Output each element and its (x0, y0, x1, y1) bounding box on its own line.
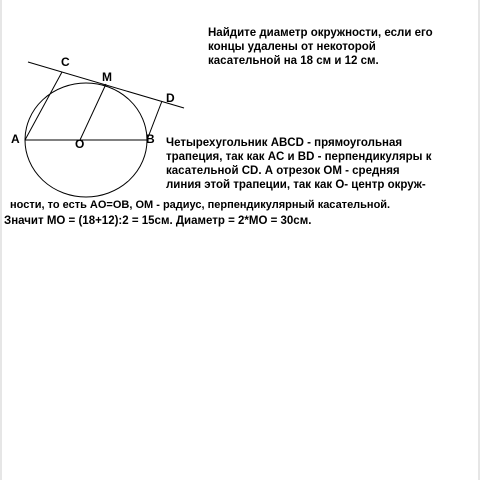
segment-om (80, 84, 106, 140)
segment-ac (25, 72, 62, 140)
point-label-d: D (166, 91, 175, 105)
solution-line-6: Значит MO = (18+12):2 = 15см. Диаметр = 2*MO = 30см. (4, 215, 312, 227)
solution-line-5: ности, то есть AO=OB, OM - радиус, перпендикулярный касательной. (10, 199, 391, 211)
problem-line-1: Найдите диаметр окружности, если его (208, 27, 433, 39)
point-label-o: O (75, 137, 85, 151)
solution-line-3: касательной CD. А отрезок OM - средняя (166, 165, 400, 177)
point-label-m: M (102, 70, 112, 84)
point-label-a: A (11, 132, 20, 146)
problem-line-3: касательной на 18 см и 12 см. (208, 55, 379, 67)
point-label-b: B (146, 132, 155, 146)
solution-line-4: линия этой трапеции, так как O- центр окруж- (166, 179, 426, 191)
point-label-c: C (61, 55, 70, 69)
problem-line-2: концы удалены от некоторой (208, 41, 376, 53)
solution-line-2: трапеция, так как AC и BD - перпендикуляры к (166, 151, 432, 163)
solution-line-1: Четырехугольник ABCD - прямоугольная (166, 137, 403, 149)
